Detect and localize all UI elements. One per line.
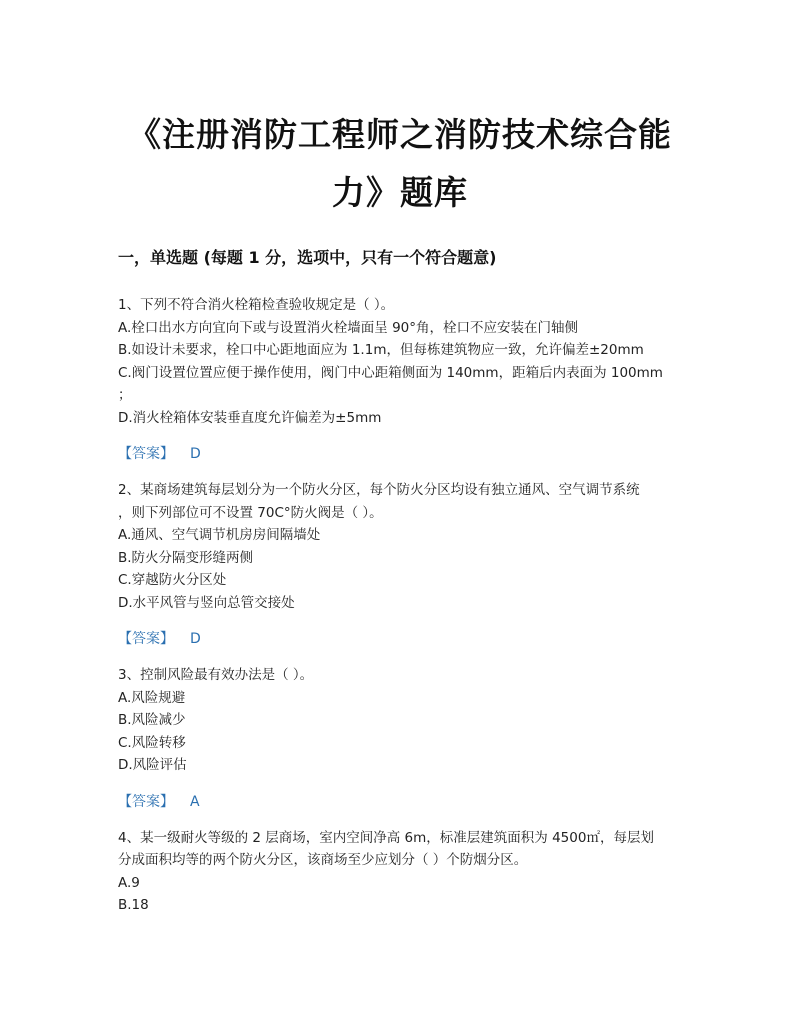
document-title (110, 106, 690, 222)
question-stem: 3、控制风险最有效办法是（ ）。 (118, 667, 314, 683)
question-option-c: C.穿越防火分区处 (118, 572, 227, 588)
question-4 (118, 827, 688, 917)
question-2 (118, 479, 688, 650)
question-option-a: A.风险规避 (118, 689, 186, 706)
question-option-c: C.风险转移 (118, 734, 186, 751)
question-option-a: A.通风、空气调节机房房间隔墙处 (118, 527, 321, 543)
answer-value: D (190, 446, 201, 462)
question-option-b: B.18 (118, 897, 149, 913)
answer-line (118, 791, 688, 813)
question-stem: 1、下列不符合消火栓箱检查验收规定是（ ）。 (118, 297, 395, 313)
question-option-c: C.阀门设置位置应便于操作使用，阀门中心距箱侧面为 140mm，距箱后内表面为 100mm ； (118, 364, 663, 403)
question-option-d: D.消火栓箱体安装垂直度允许偏差为±5mm (118, 409, 382, 426)
question-list (118, 294, 688, 917)
document-title-line-1: 《注册消防工程师之消防技术综合能 (128, 115, 672, 154)
question-option-b: B.风险减少 (118, 712, 186, 728)
question-option-b: B.如设计未要求，栓口中心距地面应为 1.1m，但每栋建筑物应一致，允许偏差±20mm (118, 342, 644, 358)
answer-value: D (190, 631, 201, 647)
section-heading: 一，单选题 (每题 1 分，选项中，只有一个符合题意) (118, 248, 497, 267)
question-option-d: D.水平风管与竖向总管交接处 (118, 594, 295, 611)
question-stem: 2、某商场建筑每层划分为一个防火分区，每个防火分区均设有独立通风、空气调节系统 ，则下列部位可不设置 70C°防火阀是（ ）。 (118, 482, 640, 521)
answer-line (118, 628, 688, 650)
answer-label: 【答案】 (118, 793, 174, 810)
question-option-a: A.栓口出水方向宜向下或与设置消火栓墙面呈 90°角，栓口不应安装在门轴侧 (118, 319, 579, 336)
answer-line (118, 443, 688, 465)
question-3 (118, 664, 688, 813)
question-stem: 4、某一级耐火等级的 2 层商场，室内空间净高 6m，标准层建筑面积为 4500㎡，每层划 分成面积均等的两个防火分区，该商场至少应划分（ ）个防烟分区。 (118, 829, 654, 868)
document-title-line-2: 力》题库 (332, 173, 468, 212)
answer-label: 【答案】 (118, 631, 174, 647)
question-option-b: B.防火分隔变形缝两侧 (118, 549, 254, 566)
question-1 (118, 294, 688, 465)
question-option-a: A.9 (118, 874, 140, 891)
question-option-d: D.风险评估 (118, 757, 187, 773)
answer-value: A (190, 793, 200, 810)
answer-label: 【答案】 (118, 446, 174, 462)
